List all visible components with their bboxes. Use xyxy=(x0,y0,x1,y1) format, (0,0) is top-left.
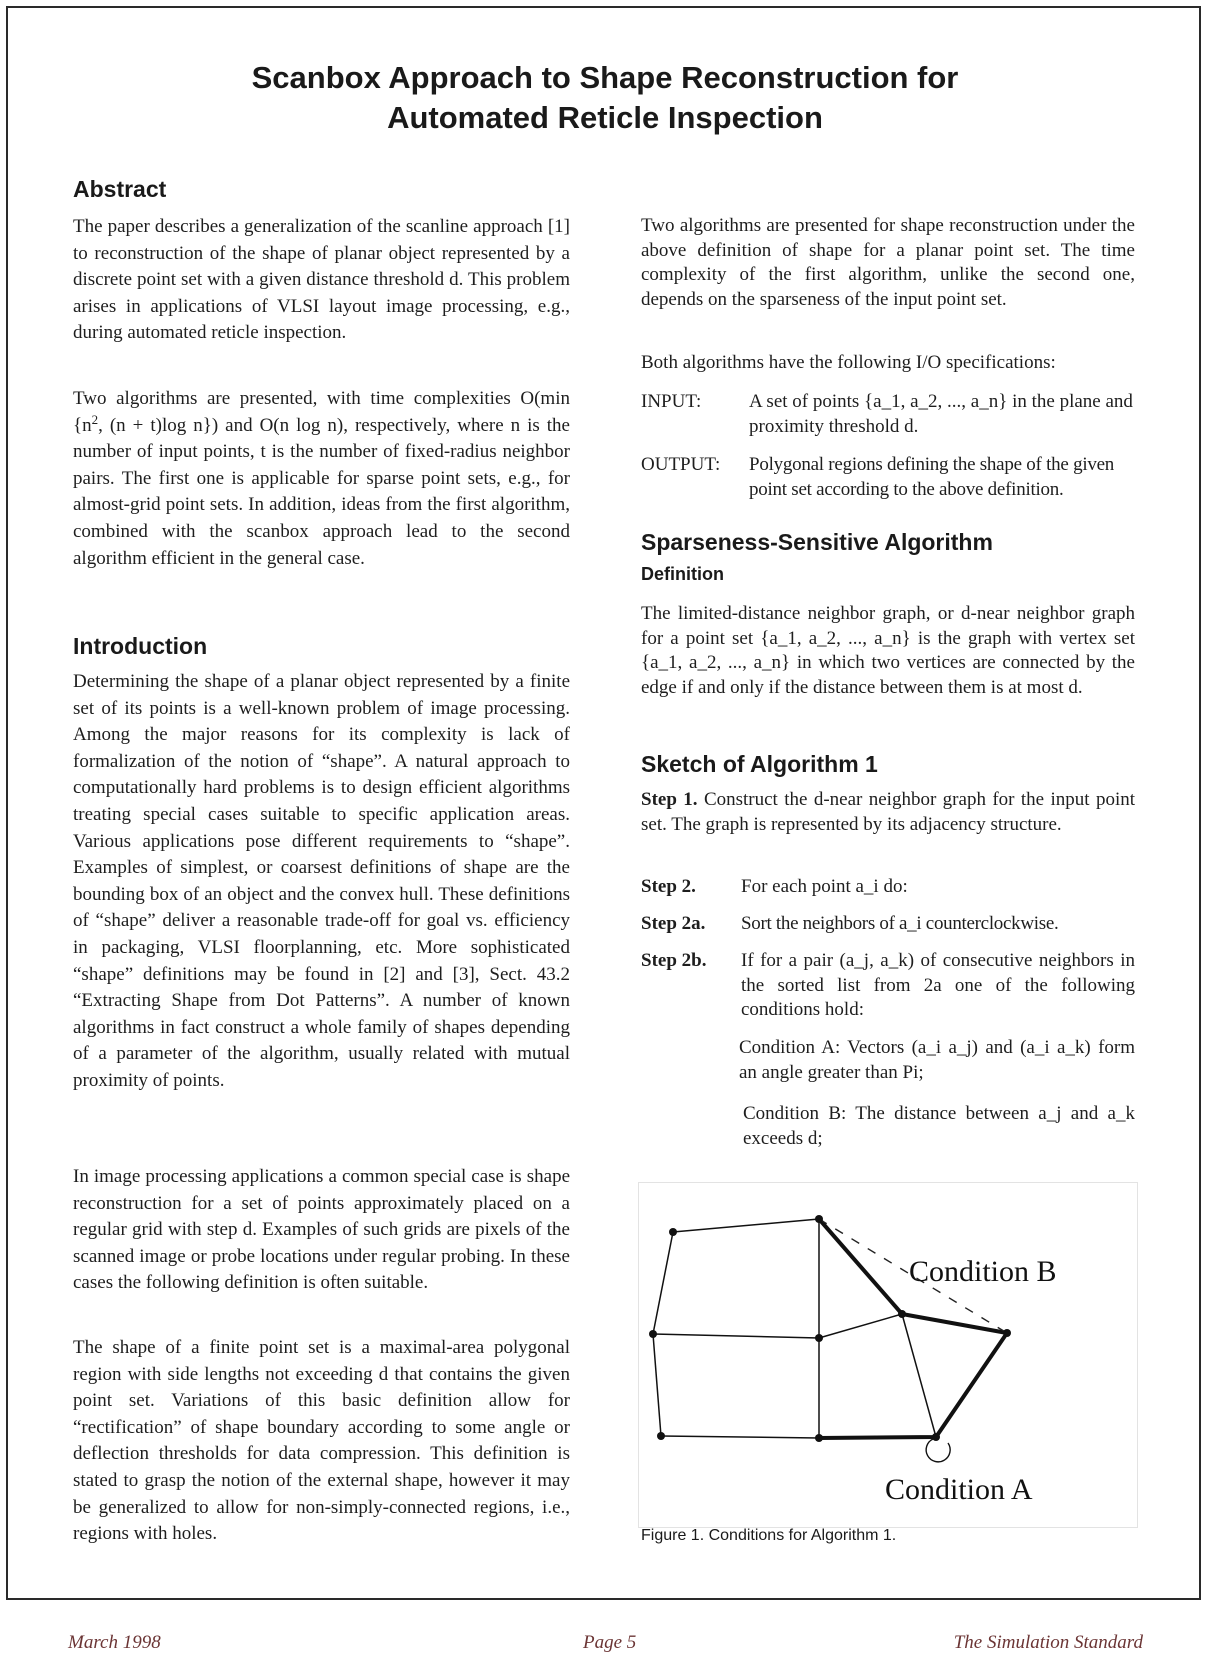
step-2b-text: If for a pair (a_j, a_k) of consecutive neighbors in the sorted list from 2a one of the following conditions hold: xyxy=(741,950,1135,1020)
footer-page-number: Page 5 xyxy=(583,1632,637,1653)
introduction-paragraph-2: In image processing applications a common special case is shape reconstruction for a set of points approximately placed on a regular grid with step d. Examples of such grids are pixels of the scanned image or probe locations under regular probing. In these cases the following definition is often suitable. xyxy=(73,1166,570,1294)
introduction-paragraph-3: The shape of a finite point set is a maximal-area polygonal region with side lengths not exceeding d that contains the given point set. Variations of this basic definition allow for “rectification” of shape boundary according to some angle or deflection thresholds for data compression. This definition is stated to grasp the notion of the external shape, however it may be generalized to allow for non-simply-connected regions, i.e., regions with holes. xyxy=(73,1337,570,1545)
condition-a-arc xyxy=(926,1439,950,1462)
edge xyxy=(653,1334,819,1338)
vertex xyxy=(815,1215,823,1223)
edge xyxy=(673,1219,819,1232)
vertex xyxy=(649,1330,657,1338)
vertex xyxy=(815,1434,823,1442)
edge xyxy=(653,1334,661,1436)
graph-edges xyxy=(653,1219,936,1438)
abstract-p2-after: , (n + t)log n}) and O(n log n), respectively, where n is the number of input points, t is the number of fixed-radius neighbor pairs. The first one is applicable for sparse point sets, e.g., for almost-grid point sets. In addition, ideas from the first algorithm, combined with the scanbox approach lead to the second algorithm efficient in the general case. xyxy=(73,414,570,569)
abstract-p2-superscript: 2 xyxy=(91,411,99,427)
abstract-paragraph-2 xyxy=(73,386,570,572)
step-2-label: Step 2. xyxy=(641,876,696,897)
step-1-label: Step 1. xyxy=(641,789,698,810)
figure-caption: Figure 1. Conditions for Algorithm 1. xyxy=(641,1527,897,1544)
title-line-2: Automated Reticle Inspection xyxy=(387,100,823,135)
input-label: INPUT: xyxy=(641,391,702,412)
title-line-1: Scanbox Approach to Shape Reconstruction for xyxy=(251,60,959,95)
abstract-heading: Abstract xyxy=(73,176,167,202)
boundary-path xyxy=(819,1219,1007,1438)
condition-a-text: Condition A: Vectors (a_i a_j) and (a_i a_k) form an angle greater than Pi; xyxy=(739,1037,1135,1083)
edge xyxy=(653,1232,673,1334)
vertex xyxy=(1003,1329,1011,1337)
figure-1 xyxy=(638,1182,1138,1528)
step-2-text: For each point a_i do: xyxy=(741,876,908,897)
condition-b-text: Condition B: The distance between a_j and a_k exceeds d; xyxy=(743,1103,1135,1149)
sketch-heading: Sketch of Algorithm 1 xyxy=(641,751,878,777)
io-intro: Both algorithms have the following I/O specifications: xyxy=(641,352,1056,373)
output-text: Polygonal regions defining the shape of the given point set according to the above definition. xyxy=(749,454,1115,500)
input-text: A set of points {a_1, a_2, ..., a_n} in the plane and proximity threshold d. xyxy=(749,391,1133,437)
vertex xyxy=(815,1334,823,1342)
output-label: OUTPUT: xyxy=(641,454,721,475)
paper-title xyxy=(80,58,1130,138)
step-2b-label: Step 2b. xyxy=(641,950,707,971)
step-1 xyxy=(641,788,1135,837)
step-1-text: Construct the d-near neighbor graph for the input point set. The graph is represented by its adjacency structure. xyxy=(641,789,1136,835)
vertex xyxy=(898,1310,906,1318)
step-2a-text: Sort the neighbors of a_i counterclockwise. xyxy=(741,913,1059,934)
abstract-paragraph-1: The paper describes a generalization of the scanline approach [1] to reconstruction of the shape of planar object represented by a discrete point set with a given distance threshold d. This problem arises in applications of VLSI layout image processing, e.g., during automated reticle inspection. xyxy=(73,216,570,344)
conditions-diagram xyxy=(639,1183,1137,1527)
vertex xyxy=(669,1228,677,1236)
condition-b-label: Condition B xyxy=(909,1255,1057,1288)
vertex xyxy=(657,1432,665,1440)
abstract-p2-before: Two algorithms are presented, with time complexities O(min {n xyxy=(73,388,570,436)
right-paragraph-1: Two algorithms are presented for shape reconstruction under the above definition of shape for a planar point set. The time complexity of the first algorithm, unlike the second one, depends on the sparseness of the input point set. xyxy=(641,215,1135,310)
condition-a-label: Condition A xyxy=(885,1473,1033,1506)
edge xyxy=(902,1314,936,1437)
vertex xyxy=(932,1433,940,1441)
footer-date: March 1998 xyxy=(68,1632,161,1653)
introduction-heading: Introduction xyxy=(73,633,208,659)
boundary-edge xyxy=(819,1219,1007,1438)
edge xyxy=(661,1436,819,1438)
edge xyxy=(819,1314,902,1338)
sparseness-heading: Sparseness-Sensitive Algorithm xyxy=(641,529,993,555)
step-2a-label: Step 2a. xyxy=(641,913,706,934)
introduction-paragraph-1: Determining the shape of a planar object represented by a finite set of its points is a well-known problem of image processing. Among the major reasons for its complexity is lack of formalization of the notion of “shape”. A natural approach to computationally hard problems is to design efficient algorithms treating special cases suitable to specific application areas. Various applications pose different requirements to “shape”. Examples of simplest, or coarsest definitions of shape are the bounding box of an object and the convex hull. These definitions of “shape” deliver a reasonable trade-off for goal vs. efficiency in packaging, VLSI floorplanning, etc. More sophisticated “shape” definitions may be found in [2] and [3], Sect. 43.2 “Extracting Shape from Dot Patterns”. A number of known algorithms in fact construct a whole family of shapes depending of a parameter of the algorithm, usually related with mutual proximity of points. xyxy=(73,671,570,1091)
definition-text: The limited-distance neighbor graph, or d-near neighbor graph for a point set {a_1, a_2, ..., a_n} is the graph with vertex set {a_1, a_2, ..., a_n} in which two vertices are connected by the edge if and only if the distance between them is at most d. xyxy=(641,603,1135,698)
footer-publication: The Simulation Standard xyxy=(953,1632,1143,1653)
definition-heading: Definition xyxy=(641,564,724,584)
